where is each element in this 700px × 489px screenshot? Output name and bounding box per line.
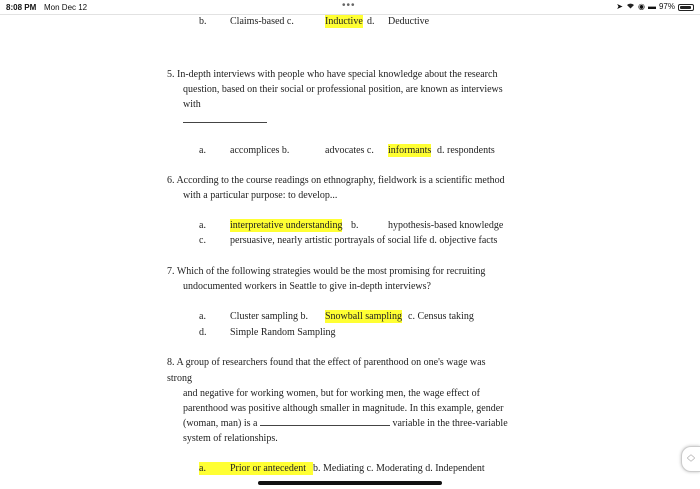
q6-option-c-letter: c. — [199, 235, 206, 246]
q8-question-line-4: parenthood was positive although smaller in magnitude. In this example, gender — [183, 403, 504, 414]
status-date: Mon Dec 12 — [44, 3, 88, 12]
q7-option-d-text: Simple Random Sampling — [230, 327, 336, 338]
q4-option-c-highlighted: Inductive — [325, 16, 363, 27]
q5-option-a-text: accomplices b. — [230, 145, 290, 156]
q5-option-d-text: d. respondents — [437, 145, 495, 156]
q8-question-line-3: and negative for working women, but for working men, the wage effect of — [183, 388, 480, 399]
q7-option-b-highlighted: Snowball sampling — [325, 311, 402, 322]
lock-rotation-icon: ▬ — [647, 2, 656, 11]
q8-question-line-6: system of relationships. — [183, 433, 278, 444]
q5-option-c-highlighted: informants — [388, 145, 432, 156]
q8-line-5-pre: (woman, man) is a — [183, 418, 258, 429]
q4-option-d-text: Deductive — [388, 16, 430, 27]
q4-option-d-letter: d. — [367, 16, 375, 27]
location-icon: ➤ — [616, 2, 623, 11]
q6-question-line-2: with a particular purpose: to develop... — [183, 190, 338, 201]
q8-option-a-text: Prior or antecedent — [230, 463, 307, 474]
q8-option-a-letter: a. — [199, 463, 206, 474]
chevron-up-icon: ︿ — [687, 450, 695, 459]
q8-answer-blank — [260, 417, 390, 426]
q5-question-line-3: with — [183, 99, 201, 110]
scroll-expand-button[interactable] — [681, 446, 700, 472]
q6-option-a-highlighted: interpretative understanding — [230, 220, 343, 231]
multitasking-dots[interactable]: ••• — [342, 0, 356, 11]
q8-question-line-5 — [183, 417, 508, 430]
q7-option-a-letter: a. — [199, 311, 206, 322]
q7-option-d-letter: d. — [199, 327, 207, 338]
q6-option-b-text: hypothesis-based knowledge — [388, 220, 504, 231]
q6-option-b-letter: b. — [351, 220, 359, 231]
chevron-down-icon: ﹀ — [687, 458, 695, 467]
q8-option-a-highlighted — [199, 462, 313, 475]
q7-question-line-2: undocumented workers in Seattle to give in-depth interviews? — [183, 281, 431, 292]
q6-option-c-d-text: persuasive, nearly artistic portrayals of social life d. objective facts — [230, 235, 498, 246]
q5-option-b-text: advocates c. — [325, 145, 374, 156]
battery-percent: 97% — [658, 2, 675, 11]
q5-answer-blank — [183, 114, 267, 127]
q5-question-line-2: question, based on their social or professional position, are known as interviews — [183, 84, 503, 95]
q5-question-line-1: 5. In-depth interviews with people who have special knowledge about the research — [167, 69, 498, 80]
focus-icon: ◉ — [638, 2, 645, 11]
q5-option-a-letter: a. — [199, 145, 206, 156]
q7-option-a-text: Cluster sampling b. — [230, 311, 309, 322]
q8-line-5-post: variable in the three-variable — [392, 418, 508, 429]
home-indicator[interactable] — [258, 481, 442, 485]
q6-question-line-1: 6. According to the course readings on ethnography, fieldwork is a scientific method — [167, 175, 505, 186]
q8-question-line-2: strong — [167, 373, 192, 384]
q8-options-rest: b. Mediating c. Moderating d. Independent — [313, 463, 485, 474]
status-time: 8:08 PM — [6, 3, 37, 12]
q6-option-a-letter: a. — [199, 220, 206, 231]
q7-option-c-text: c. Census taking — [408, 311, 474, 322]
q4-option-b-letter: b. — [199, 16, 207, 27]
q8-question-line-1: 8. A group of researchers found that the effect of parenthood on one's wage was — [167, 357, 486, 368]
q7-question-line-1: 7. Which of the following strategies would be the most promising for recruiting — [167, 266, 486, 277]
q4-option-b-text: Claims-based c. — [230, 16, 294, 27]
